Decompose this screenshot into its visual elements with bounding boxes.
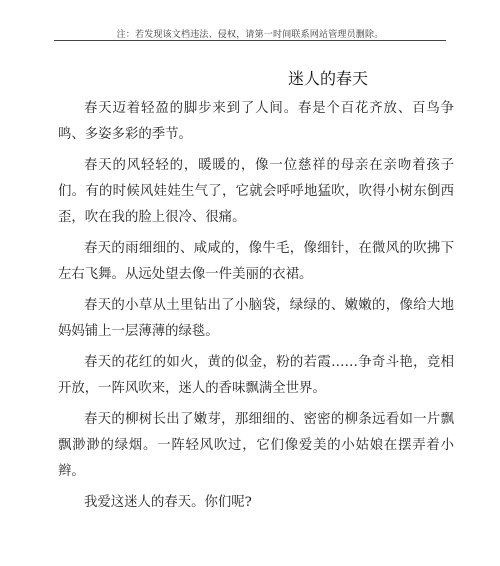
document-title: 迷人的春天	[288, 69, 369, 88]
document-body	[58, 96, 454, 521]
paragraph-7: 我爱这迷人的春天。你们呢?	[84, 495, 252, 510]
header-disclaimer: 注：若发现该文档违法、侵权，请第一时间联系网站管理员删除。	[116, 30, 384, 40]
paragraph-1: 春天迈着轻盈的脚步来到了人间。春是个百花齐放、百鸟争鸣、多姿多彩的季节。	[58, 101, 454, 142]
paragraph-2: 春天的风轻轻的，暖暖的，像一位慈祥的母亲在亲吻着孩子们。有的时候风娃娃生气了，它就会呼呼地猛吹，吹得小树东倒西歪，吹在我的脸上很冷、很痛。	[58, 158, 454, 225]
paragraph-6: 春天的柳树长出了嫩芽，那细细的、密密的柳条远看如一片飘飘渺渺的绿烟。一阵轻风吹过，它们像爱美的小姑娘在摆弄着小辫。	[58, 412, 454, 479]
header-divider	[54, 40, 446, 41]
paragraph-3: 春天的雨细细的、咸咸的，像牛毛，像细针，在微风的吹拂下左右飞舞。从远处望去像一件美丽的衣裙。	[58, 241, 454, 282]
paragraph-4: 春天的小草从土里钻出了小脑袋，绿绿的、嫩嫩的，像给大地妈妈铺上一层薄薄的绿毯。	[58, 298, 454, 339]
paragraph-5: 春天的花红的如火，黄的似金，粉的若霞……争奇斗艳，竞相开放，一阵风吹来，迷人的香味飘满全世界。	[58, 355, 454, 396]
